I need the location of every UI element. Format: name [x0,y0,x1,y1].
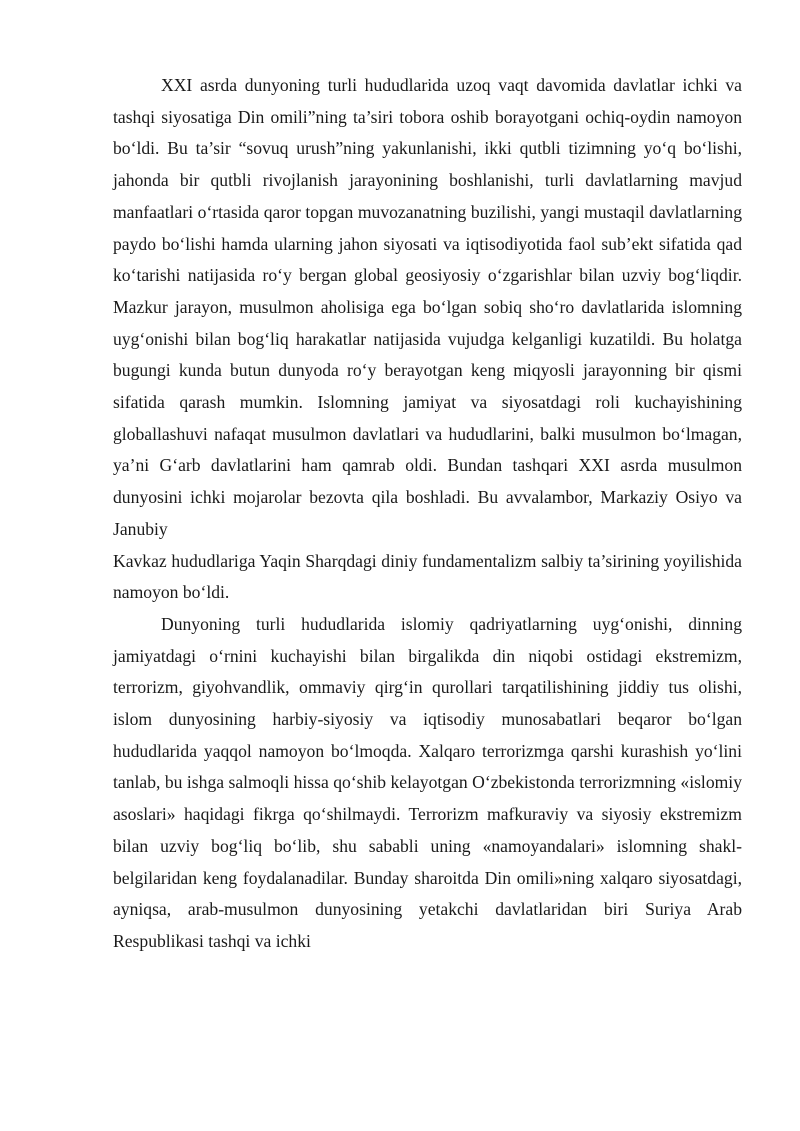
body-text [113,70,742,958]
paragraph-1-continuation [113,546,742,609]
paragraph-2-text: Dunyoning turli hududlarida islomiy qadriyatlarning uyg‘onishi, dinning jamiyatdagi o‘rnini kuchayishi bilan birgalikda din niqobi ostidagi ekstremizm, terrorizm, giyohvandlik, ommaviy qirg‘in qurollari tarqatilishining jiddiy tus olishi, islom dunyosining harbiy-siyosiy va iqtisodiy munosabatlari beqaror bo‘lgan hududlarida yaqqol namoyon bo‘lmoqda. Xalqaro terrorizmga qarshi kurashish yo‘lini tanlab, bu ishga salmoqli hissa qo‘shib kelayotgan O‘zbekistonda terrorizmning «islomiy asoslari» haqidagi fikrga qo‘shilmaydi. Terrorizm mafkuraviy va siyosiy ekstremizm bilan uzviy bog‘liq bo‘lib, shu sababli uning «namoyandalari» islomning shakl-belgilaridan keng foydalanadilar. Bunday sharoitda Din omili»ning xalqaro siyosatdagi, ayniqsa, arab-musulmon dunyosining yetakchi davlatlaridan biri Suriya Arab Respublikasi tashqi va ichki [113,613,742,951]
paragraph-1 [113,70,742,546]
paragraph-1-text: XXI asrda dunyoning turli hududlarida uzoq vaqt davomida davlatlar ichki va tashqi siyosatiga Din omili”ning ta’siri tobora oshib borayotgani ochiq-oydin namoyon bo‘ldi. Bu ta’sir “sovuq urush”ning yakunlanishi, ikki qutbli tizimning yo‘q bo‘lishi, jahonda bir qutbli rivojlanish jarayonining boshlanishi, turli davlatlarning mavjud manfaatlari o‘rtasida qaror topgan muvozanatning buzilishi, yangi mustaqil davlatlarning paydo bo‘lishi hamda ularning jahon siyosati va iqtisodiyotida faol sub’ekt sifatida qad ko‘tarishi natijasida ro‘y bergan global geosiyosiy o‘zgarishlar bilan uzviy bog‘liqdir. Mazkur jarayon, musulmon aholisiga ega bo‘lgan sobiq sho‘ro davlatlarida islomning uyg‘onishi bilan bog‘liq harakatlar natijasida vujudga kelganligi kuzatildi. Bu holatga bugungi kunda butun dunyoda ro‘y berayotgan keng miqyosli jarayonning bir qismi sifatida qarash mumkin. Islomning jamiyat va siyosatdagi roli kuchayishining globallashuvi nafaqat musulmon davlatlari va hududlarini, balki musulmon bo‘lmagan, ya’ni G‘arb davlatlarini ham qamrab oldi. Bundan tashqari XXI asrda musulmon dunyosini ichki mojarolar bezovta qila boshladi. Bu avvalambor, Markaziy Osiyo va Janubiy [113,75,742,539]
paragraph-2 [113,609,742,958]
paragraph-1-tail-text: Kavkaz hududlariga Yaqin Sharqdagi diniy fundamentalizm salbiy ta’sirining yoyilishida namoyon bo‘ldi. [113,550,742,603]
